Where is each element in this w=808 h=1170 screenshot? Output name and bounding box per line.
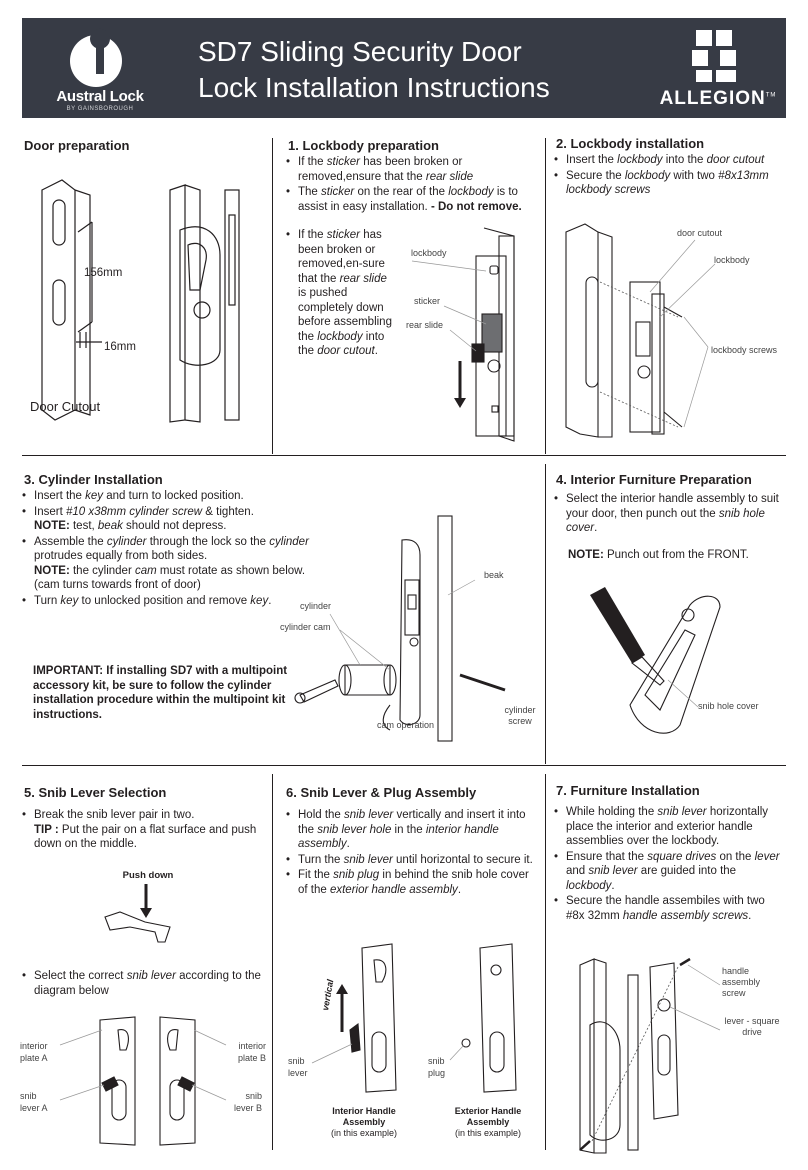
t: Insert the <box>34 490 86 502</box>
brand-name: Austral Lock <box>56 88 144 105</box>
t: . <box>374 345 378 357</box>
divider-v5 <box>545 774 546 1150</box>
t: - Do not remove. <box>430 200 522 213</box>
t: snib plug <box>333 869 380 881</box>
t: test, <box>69 520 98 532</box>
t: protrudes equally from both sides. <box>34 550 208 562</box>
t: snib lever hole <box>317 823 392 836</box>
t: cylinder <box>269 535 309 548</box>
t: NOTE: <box>34 564 70 577</box>
t: Select the correct <box>34 970 127 982</box>
partner-tm: TM <box>765 92 777 99</box>
door-prep-title: Door preparation <box>24 138 130 153</box>
t: until horizontal to secure it. <box>392 853 533 866</box>
t: vertically and insert it into the <box>298 809 526 836</box>
t: in behind the snib hole cover of the <box>298 869 529 896</box>
label-cam-operation: cam operation <box>377 720 435 730</box>
furniture-bullet-1 <box>554 805 782 849</box>
dim-width: 16mm <box>104 341 136 353</box>
t: TIP : <box>34 823 59 836</box>
interior-prep-list <box>554 492 779 537</box>
cylinder-list <box>22 489 312 609</box>
t: should not depress. <box>122 520 227 532</box>
t: Fit the <box>298 869 334 881</box>
label-rear-slide: rear slide <box>406 320 444 330</box>
t: is pushed completely down before assembling the <box>298 287 392 343</box>
lockbody-prep-list <box>286 155 536 215</box>
t: snib lever <box>343 853 393 866</box>
label-interior-plate-a: interior plate A <box>20 1041 48 1063</box>
t: on the rear of the <box>354 186 449 198</box>
t: and <box>566 865 589 877</box>
label-cylinder-screw: cylinder screw <box>504 705 536 726</box>
keyhole-icon <box>40 30 160 90</box>
t: the cylinder <box>69 564 135 577</box>
push-down-label: Push down <box>122 870 174 881</box>
t: Assemble the <box>34 535 107 548</box>
t: . <box>611 879 615 892</box>
label-interior-plate-b: interior plate B <box>237 1041 266 1063</box>
cylinder-title: 3. Cylinder Installation <box>24 472 163 487</box>
t: Exterior Handle Assembly <box>454 1106 522 1127</box>
lockbody-install-list <box>554 153 779 199</box>
snib-select-bullet-2 <box>22 969 262 998</box>
divider-v1 <box>272 138 273 454</box>
t: #8x13mm lockbody screws <box>566 169 769 196</box>
label-sticker: sticker <box>414 296 441 306</box>
t: IMPORTANT: <box>33 665 104 677</box>
t: handle assembly screws <box>622 909 749 922</box>
t: Hold the <box>298 809 345 821</box>
t: cylinder <box>106 535 147 548</box>
cylinder-bullet-3 <box>22 535 312 593</box>
t: Secure the handle assembiles with two #8x 32mm <box>566 895 765 922</box>
partner-name <box>658 88 778 110</box>
t: to unlocked position and remove <box>78 594 251 607</box>
label-vertical: vertical <box>320 978 336 1012</box>
label-snib-lever-b: snib lever B <box>233 1091 262 1113</box>
label-snib-hole-cover: snib hole cover <box>698 701 759 711</box>
lockbody-install-bullet-2 <box>554 169 779 198</box>
title-line-2: Lock Installation Instructions <box>198 72 550 103</box>
t: has been broken or removed,en-sure that the <box>298 229 385 285</box>
t: . <box>346 838 350 850</box>
t: lockbody <box>566 879 612 892</box>
allegion-mark-icon <box>658 28 778 88</box>
t: . <box>268 594 272 607</box>
t: with two <box>670 169 719 182</box>
snib-pair-diagram <box>100 882 200 952</box>
lockbody-prep-bullet-2 <box>286 185 536 214</box>
interior-prep-title: 4. Interior Furniture Preparation <box>556 472 752 487</box>
t: NOTE: <box>34 520 70 532</box>
t: Punch out from the FRONT. <box>603 549 749 561</box>
brand-sub: BY GAINSBOROUGH <box>66 106 134 112</box>
snib-plug-list <box>286 808 536 898</box>
t: is to assist in easy installation. <box>298 186 518 213</box>
t: . <box>748 909 752 922</box>
t: through the lock so the <box>146 535 270 548</box>
t: beak <box>97 520 123 532</box>
furniture-bullet-2 <box>554 850 782 894</box>
t: Turn the <box>298 853 344 866</box>
t: rear slide <box>339 272 387 285</box>
t: While holding the <box>566 806 658 818</box>
label-cylinder: cylinder <box>300 601 332 611</box>
t: . <box>457 883 462 896</box>
label-cylinder-cam: cylinder cam <box>280 622 331 632</box>
lockbody-prep-diagram <box>404 226 544 446</box>
t: square drives <box>647 850 717 863</box>
label-snib-plug: snib plug <box>428 1056 446 1078</box>
t: and turn to locked position. <box>103 490 244 502</box>
t: snib lever <box>344 809 394 821</box>
t: lever <box>754 850 780 863</box>
label-beak: beak <box>484 570 504 580</box>
divider-v2 <box>545 138 546 454</box>
divider-v4 <box>272 774 273 1150</box>
divider-h2 <box>22 765 786 766</box>
lockbody-install-title: 2. Lockbody installation <box>556 136 705 151</box>
partner-name-text: ALLEGION <box>659 88 766 109</box>
snib-plug-bullet-1 <box>286 808 536 852</box>
snib-plug-title: 6. Snib Lever & Plug Assembly <box>286 785 477 800</box>
snib-select-list <box>22 808 262 853</box>
t: The <box>298 186 322 198</box>
dim-height: 156mm <box>84 267 123 279</box>
t: sticker <box>321 186 355 198</box>
t: Insert the <box>566 154 618 166</box>
handle-assembly-diagram <box>290 940 540 1100</box>
caption-interior-handle <box>318 1106 410 1139</box>
furniture-title: 7. Furniture Installation <box>556 783 700 798</box>
t: key <box>85 490 104 502</box>
t: If the <box>298 156 327 168</box>
lockbody-install-bullet-1 <box>554 153 779 168</box>
t: If installing SD7 with a multipoint accessory kit, be sure to follow the cylinder installation procedure within the multipoint kit instructions. <box>33 665 288 721</box>
label-snib-lever: snib lever <box>288 1056 308 1078</box>
t: #10 x38mm cylinder screw <box>65 505 203 518</box>
snib-select-title: 5. Snib Lever Selection <box>24 785 167 800</box>
cylinder-bullet-4 <box>22 594 312 609</box>
t: interior handle assembly <box>298 823 499 850</box>
interior-prep-bullet-1 <box>554 492 779 536</box>
interior-prep-note <box>568 548 783 563</box>
t: on the <box>716 850 755 863</box>
caption-exterior-handle <box>442 1106 534 1139</box>
t: . <box>594 522 598 534</box>
furniture-bullet-3 <box>554 894 782 923</box>
t: into the <box>662 154 707 166</box>
t: are guided into the <box>637 865 737 877</box>
t: If the <box>298 229 327 241</box>
interior-plates-diagram <box>90 1015 210 1150</box>
snib-cover-diagram <box>570 585 790 745</box>
lockbody-prep-bullet-3 <box>286 228 396 359</box>
header-banner <box>22 18 786 118</box>
furniture-list <box>554 805 782 924</box>
t: snib hole cover <box>566 507 765 534</box>
important-note <box>33 664 293 722</box>
t: key <box>60 594 79 607</box>
divider-v3 <box>545 464 546 764</box>
t: cam <box>134 564 157 577</box>
snib-plug-bullet-2 <box>286 853 536 868</box>
t: Insert <box>34 505 66 518</box>
t: door cutout <box>317 345 375 357</box>
t: Interior Handle Assembly <box>332 1106 396 1127</box>
t: lockbody <box>617 154 663 166</box>
t: Put the pair on a flat surface and push down on the middle. <box>34 823 257 850</box>
t: sticker <box>326 156 361 168</box>
t: into the <box>298 330 385 357</box>
t: horizontally place the interior and exterior handle assemblies over the lockbody. <box>566 806 769 847</box>
label-square-drive: lever - square drive <box>724 1016 780 1037</box>
cylinder-bullet-1 <box>22 489 312 504</box>
t: key <box>250 594 269 607</box>
t: snib lever <box>126 970 176 982</box>
t: (in this example) <box>454 1128 522 1138</box>
page-title <box>198 34 638 106</box>
t: (in this example) <box>330 1128 398 1138</box>
snib-select-bullet-1 <box>22 808 262 852</box>
furniture-install-diagram <box>570 955 720 1155</box>
t: door cutout <box>706 154 765 166</box>
label-handle-screw: handle assembly screw <box>722 966 761 998</box>
t: has been broken or removed,ensure that the <box>298 156 463 183</box>
t: Ensure that the <box>566 850 648 863</box>
t: Break the snib lever pair in two. <box>34 809 195 821</box>
label-lockbody-screws: lockbody screws <box>711 345 778 355</box>
t: lockbody <box>448 186 494 198</box>
t: Select the interior handle assembly to suit your door, then punch out the <box>566 493 779 520</box>
t: Turn <box>34 594 61 607</box>
t: rear slide <box>425 170 474 183</box>
door-cutout-diagram <box>20 160 260 420</box>
divider-h1 <box>22 455 786 456</box>
lockbody-prep-title: 1. Lockbody preparation <box>288 138 439 153</box>
t: & tighten. <box>202 505 254 518</box>
t: Secure the <box>566 169 625 182</box>
lockbody-prep-list-2 <box>286 228 396 360</box>
title-line-1: SD7 Sliding Security Door <box>198 36 522 67</box>
label-snib-lever-a: snib lever A <box>20 1091 48 1113</box>
label-lockbody: lockbody <box>411 248 447 258</box>
snib-plug-bullet-3 <box>286 868 536 897</box>
t: in the <box>391 823 426 836</box>
allegion-logo <box>658 28 778 112</box>
t: NOTE: <box>568 549 604 561</box>
t: must rotate as shown below. (cam turns towards front of door) <box>34 564 306 591</box>
snib-select-list-2 <box>22 969 262 999</box>
t: according to the diagram below <box>34 970 261 997</box>
lockbody-prep-bullet-1 <box>286 155 536 184</box>
label-lockbody-2: lockbody <box>714 255 750 265</box>
t: sticker <box>326 229 361 241</box>
t: lockbody <box>624 169 671 182</box>
t: snib lever <box>588 865 638 877</box>
t: lockbody <box>317 330 363 343</box>
cylinder-bullet-2 <box>22 505 312 534</box>
austral-lock-logo <box>40 30 160 114</box>
t: exterior handle assembly <box>329 883 458 896</box>
t: snib lever <box>657 806 707 818</box>
label-door-cutout: door cutout <box>677 228 723 238</box>
door-cutout-caption: Door Cutout <box>30 399 101 414</box>
